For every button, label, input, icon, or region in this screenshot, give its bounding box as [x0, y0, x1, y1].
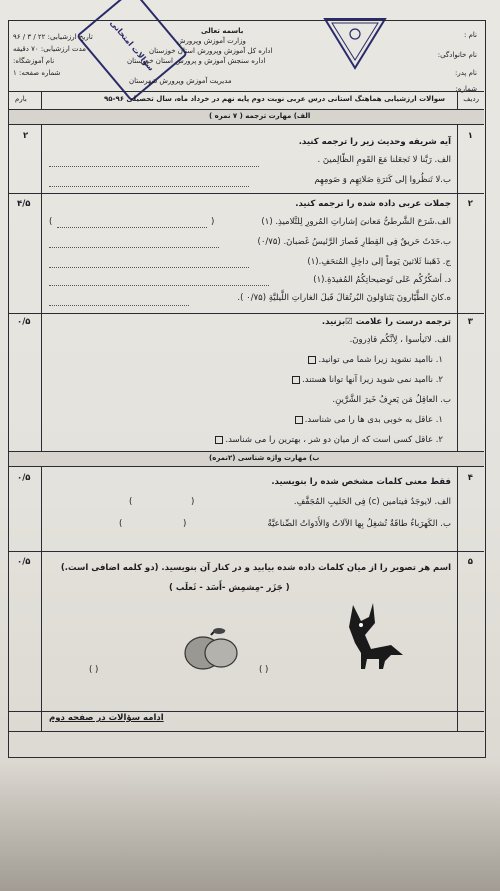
q3-a1-text: ۱. ناامید نشوید زیرا شما می توانید. [318, 355, 443, 365]
q3-b1-text: ۱. عاقل به خوبی بدی ها را می شناسد. [304, 415, 443, 425]
q4-b-paren-open: ( [119, 519, 123, 529]
q2-divider [9, 313, 484, 314]
q2-a-answer-line [57, 227, 207, 228]
q1-score: ۲ [23, 131, 29, 141]
q3-a: الف. لاتَیأسوا ، لِأنَّکُم قادِرونَ. [349, 335, 451, 345]
q4-number: ۴ [467, 473, 473, 483]
q1-divider [9, 193, 484, 194]
header-city-office: مدیریت آموزش وپرورش شهرستان [129, 77, 232, 85]
field-duration: مدت ارزشیابی: ۷۰ دقیقه [13, 45, 87, 53]
score-column-line [41, 91, 42, 731]
q3-number: ۳ [467, 317, 473, 327]
section-b-title: ب) مهارت واژه شناسی (۲نمره) [209, 454, 320, 462]
fox-picture-icon [331, 593, 411, 673]
q4-a-paren-open: ( [129, 497, 133, 507]
q1-b: ب.لا تَنظُروا إلی کَثرَةِ صَلاتِهِم وَ صَومِهِم [314, 175, 451, 185]
q2-c-answer-line [49, 267, 249, 268]
field-family: نام خانوادگی: [437, 51, 477, 59]
q4-score: ۰/۵ [17, 473, 31, 483]
q2-d-answer-line [49, 285, 269, 286]
exam-title: سوالات ارزشیابی هماهنگ استانی درس عربی نوبت دوم پایه نهم در خرداد ماه، سال تحصیلی ۹۶-۹۵ [104, 95, 445, 103]
q1-b-answer-line [49, 186, 249, 187]
field-page: شماره صفحه: ۱ [13, 69, 61, 77]
q2-e-answer-line [49, 305, 189, 306]
q1-number: ۱ [467, 131, 473, 141]
q3-b2-checkbox[interactable] [215, 436, 223, 444]
q3-a2-text: ۲. ناامید نمی شوید زیرا آنها توانا هستند. [302, 375, 443, 385]
rectangular-stamp: سؤالات امتحانی [76, 0, 188, 102]
q2-a-paren-close: ) [211, 217, 215, 227]
q2-score: ۴/۵ [17, 199, 31, 209]
paper-shadow [0, 760, 500, 891]
q2-b-answer-line [49, 247, 219, 248]
q5-prompt: اسم هر تصویر را از میان کلمات داده شده بیابید و در کنار آن بنویسید. (دو کلمه اضافی است.) [60, 563, 451, 573]
q5-score: ۰/۵ [17, 557, 31, 567]
apricot-picture-icon [181, 625, 241, 673]
q2-e: ه.کانَ الطَّیّارونَ یَتَناوَلونَ البُرتُقالَ قَبلَ الغاراتِ اللَّیلیَّةِ (۰/۷۵ ). [237, 293, 451, 303]
q3-prompt: ترجمه درست را علامت ☑بزنید. [321, 317, 451, 327]
q4-divider [9, 551, 484, 552]
col-score-header: بارم [15, 95, 27, 103]
q2-c: ج. ذَهَبنا ثَلاثینَ یَوماً إلی داخِلِ المُتحَفِ.(۱) [307, 257, 451, 267]
q4-b-paren-close: ) [183, 519, 187, 529]
continue-note: ادامه سؤالات در صفحه دوم [49, 713, 164, 723]
q2-a: الف.شَرَحَ الشَّرطیُّ مَعانیَ إشاراتِ المُرورِ لِلتَّلامیذِ. (۱) [261, 217, 451, 227]
header-assessment-office: اداره سنجش آموزش و پرورش استان خوزستان [127, 57, 266, 65]
q2-d: د. أشکُرُکُم عَلی تَوضیحاتِکُمُ المُفیدَةِ.(۱) [313, 275, 451, 285]
header-ministry: وزارت آموزش وپرورش [177, 37, 246, 45]
q5-answer-right[interactable]: ( ) [259, 665, 269, 675]
q3-b-option-2[interactable] [213, 435, 443, 445]
q4-b: ب. الکَهرَباءُ طاقَةٌ تُشغِلُ بِها الآلاتُ وَالأَدَواتُ الصِّناعیَّةُ [267, 519, 451, 529]
field-number: شماره: [455, 85, 477, 93]
field-school: نام آموزشگاه: [13, 57, 55, 65]
q5-word-bank: ( جَزَر -مِشمِش -أَسَد - ثَعلَب ) [169, 583, 290, 593]
section-b-divider [9, 466, 484, 467]
q1-prompt: آیه شریفه وحدیث زیر را ترجمه کنید. [298, 137, 451, 147]
header-province-office: اداره کل آموزش وپرورش استان خوزستان [149, 47, 273, 55]
q1-a: الف. رَبَّنا لا تَجعَلنا مَعَ القَومِ الظّالِمینَ . [317, 155, 451, 165]
q3-a-option-2[interactable] [290, 375, 443, 385]
q2-b: ب.حَدَثَ حَریقٌ فِی القِطارِ فَصارَ الرَّئیسُ غَضبانَ. (۰/۷۵) [257, 237, 451, 247]
q3-score: ۰/۵ [17, 317, 31, 327]
header-bismillah: باسمه تعالی [201, 27, 244, 35]
q3-b: ب. العاقِلُ مَن یَعرِفُ خَیرَ الشَّرَّینِ. [332, 395, 451, 405]
q3-b1-checkbox[interactable] [295, 416, 303, 424]
q4-a: الف. لایوجَدُ فیتامین (c) فِی الحَلیبِ المُجَفَّفِ. [293, 497, 451, 507]
row-column-line [457, 91, 458, 731]
q4-a-paren-close: ) [191, 497, 195, 507]
q5-divider [9, 711, 484, 712]
footer-divider [9, 731, 484, 732]
q2-number: ۲ [467, 199, 473, 209]
q2-a-paren-open: ( [49, 217, 53, 227]
section-a-title: الف) مهارت ترجمه ( ۷ نمره ) [209, 112, 311, 120]
q4-prompt: فقط معنی کلمات مشخص شده را بنویسید. [271, 477, 451, 487]
q3-a2-checkbox[interactable] [292, 376, 300, 384]
field-father: نام پدر: [454, 69, 477, 77]
q1-a-answer-line [49, 166, 259, 167]
section-a-divider [9, 124, 484, 125]
q5-answer-left[interactable]: ( ) [89, 665, 99, 675]
field-name: نام : [464, 31, 477, 39]
col-row-header: ردیف [463, 95, 479, 103]
q5-number: ۵ [467, 557, 473, 567]
field-date: تاریخ ارزشیابی: ۲۲ / ۳ / ۹۶ [13, 33, 93, 41]
q3-b-option-1[interactable] [293, 415, 443, 425]
q2-prompt: جملات عربی داده شده را ترجمه کنید. [295, 199, 451, 209]
q3-a-option-1[interactable] [306, 355, 443, 365]
exam-sheet [8, 20, 486, 758]
q3-b2-text: ۲. عاقل کسی است که از میان دو شر ، بهترین را می شناسد. [225, 435, 443, 445]
q3-a1-checkbox[interactable] [308, 356, 316, 364]
header-divider [9, 91, 484, 92]
